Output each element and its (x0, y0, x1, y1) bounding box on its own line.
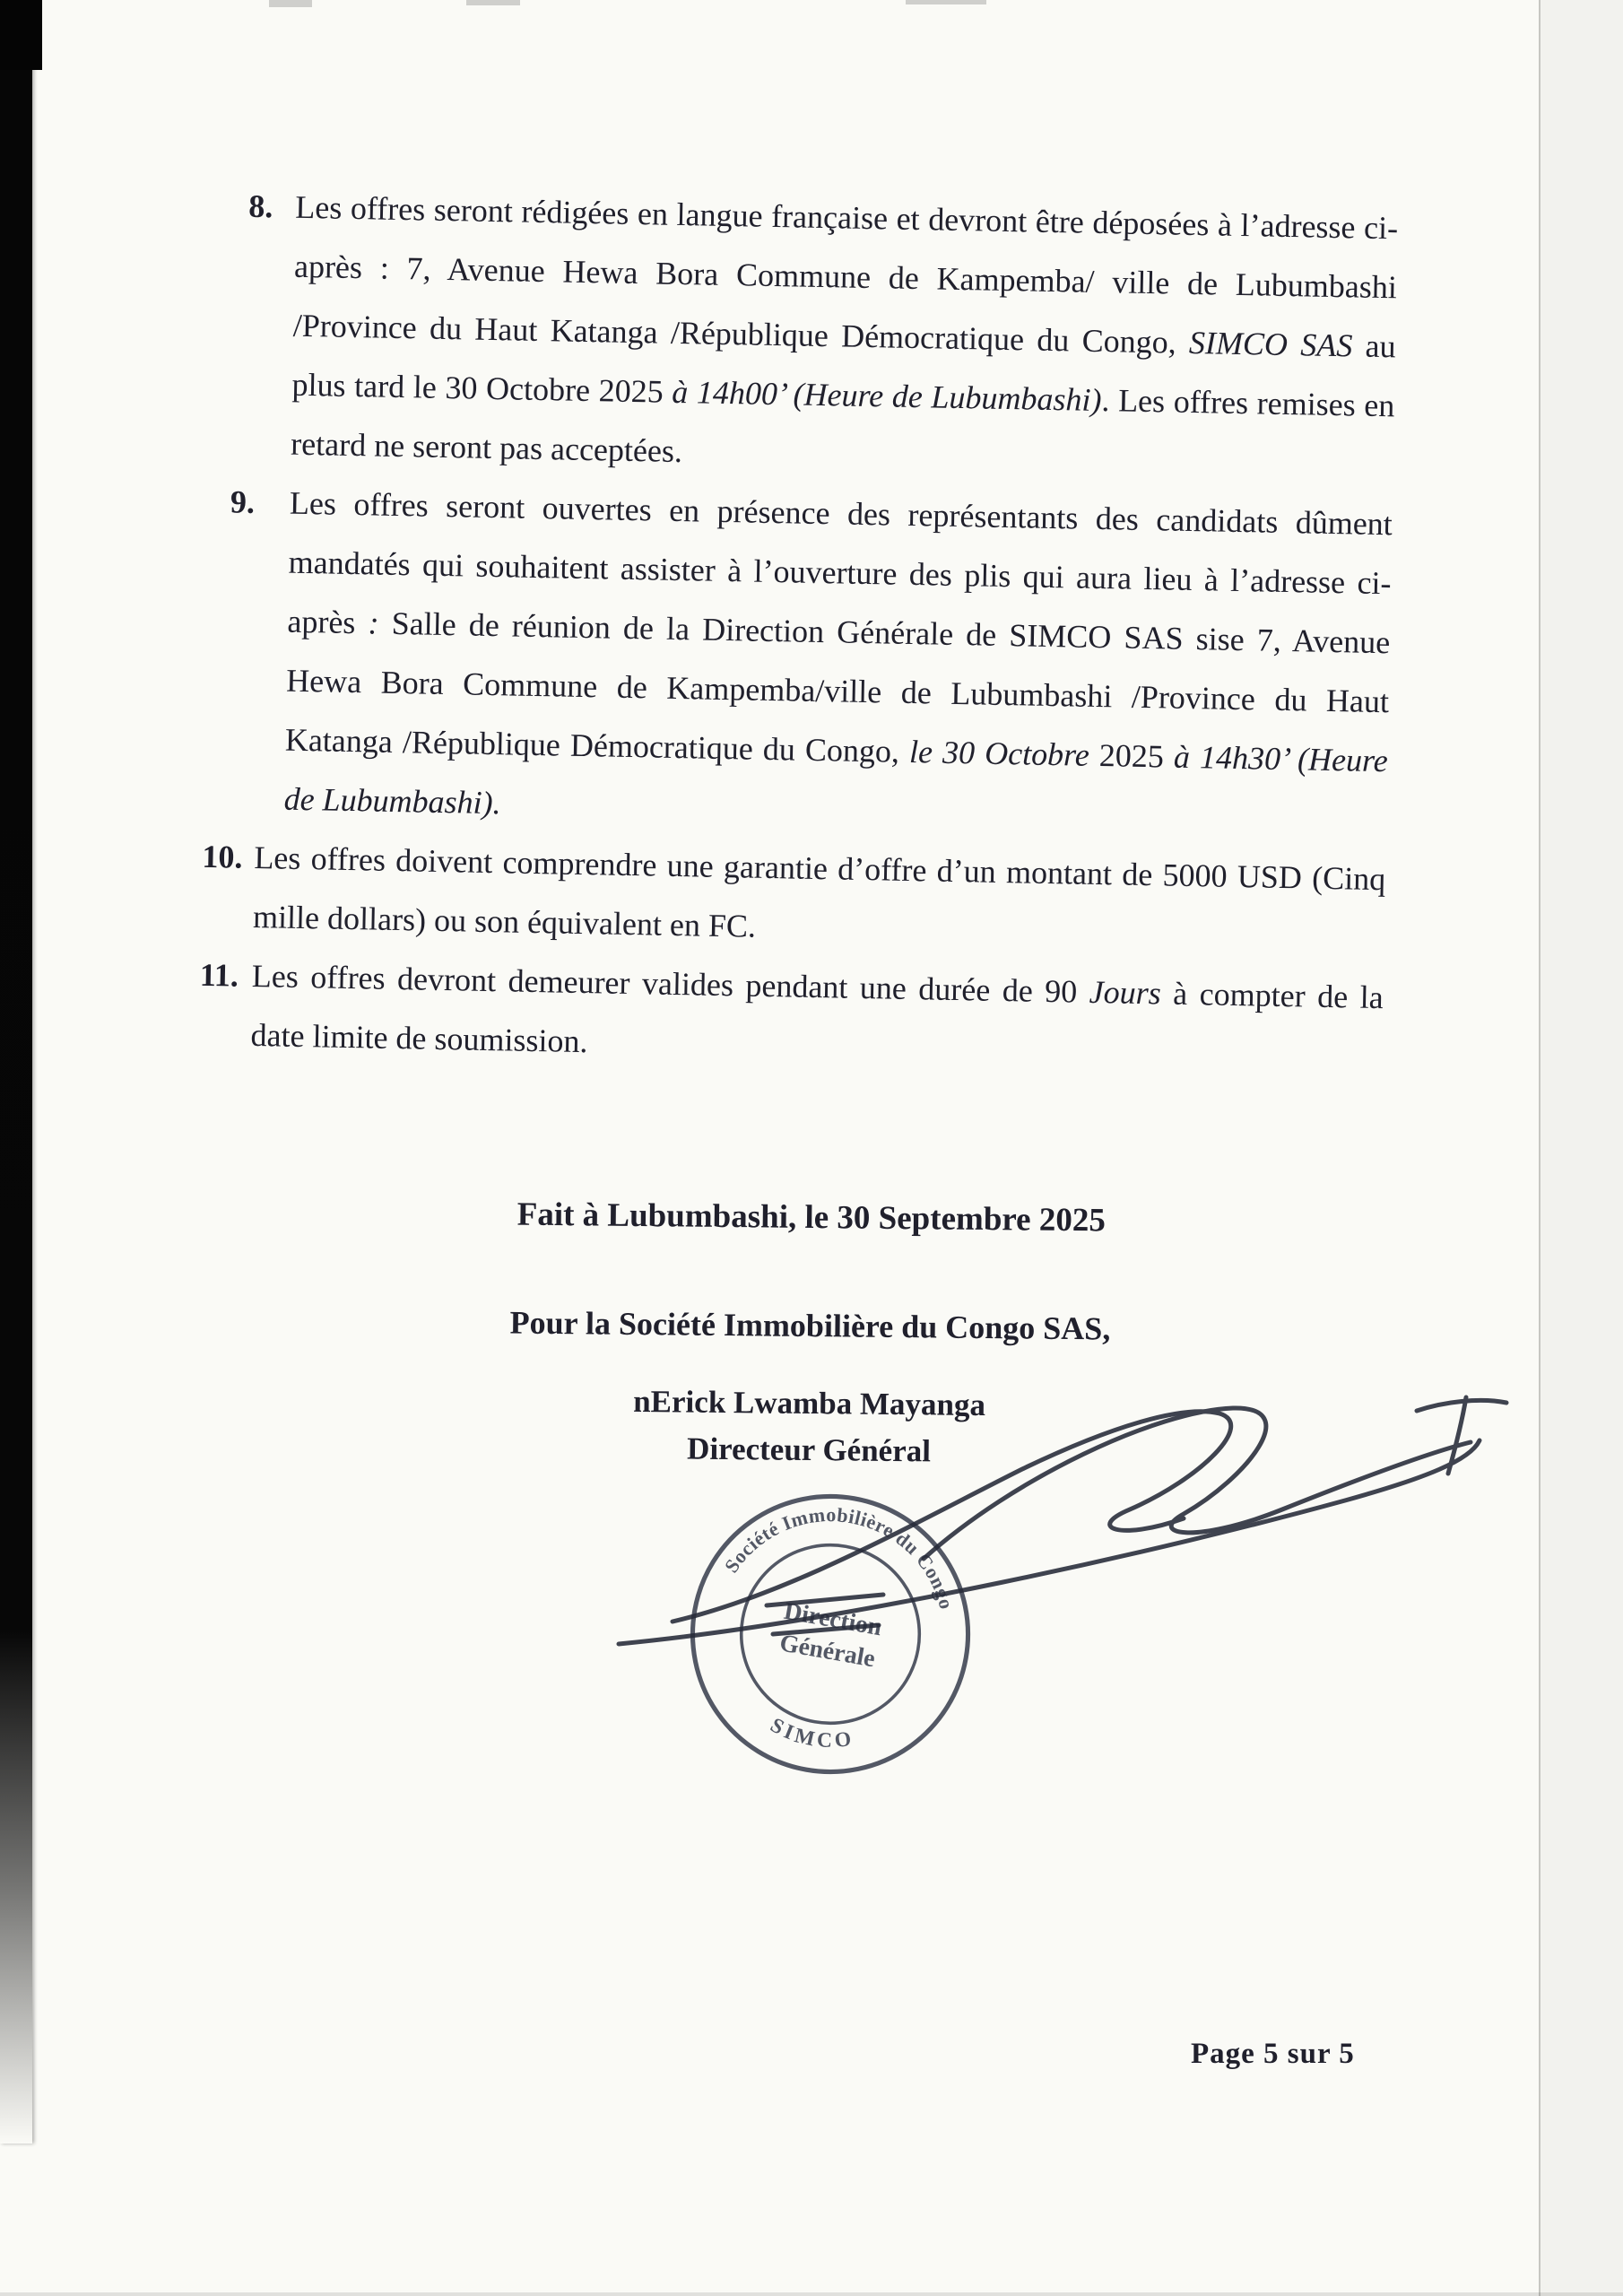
scan-top-mark (466, 0, 520, 5)
signatory-title: Directeur Général (686, 1431, 932, 1469)
page-number: Page 5 sur 5 (1191, 2038, 1355, 2070)
stamp-center-line1: Direction (782, 1596, 884, 1641)
scan-top-mark (906, 0, 986, 4)
scan-edge-artifact-left-top (0, 0, 42, 70)
list-item-11 (198, 945, 1384, 1086)
list-item-number: 11. (199, 956, 239, 994)
list-item-10 (201, 827, 1386, 968)
list-item-text: Les offres devront demeurer valides pendant une durée de 90 Jours à compter de la date limite de soumission. (250, 957, 1384, 1060)
scan-edge-artifact-right (1539, 0, 1623, 2296)
list-item-9 (203, 472, 1393, 849)
signatory-name: nErick Lwamba Mayanga (633, 1383, 986, 1423)
scan-edge-artifact-left (0, 0, 32, 2144)
list-item-8 (210, 176, 1399, 494)
signature-strokes (538, 1326, 1524, 1666)
signature (538, 1326, 1524, 1666)
scan-top-mark (269, 0, 312, 7)
list-item-number: 8. (247, 187, 273, 225)
scan-bottom-edge (0, 2292, 1623, 2296)
stamp-arc-bottom-text: SIMCO (766, 1713, 856, 1753)
company-line: Pour la Société Immobilière du Congo SAS, (509, 1304, 1111, 1347)
list-item-text: Les offres seront ouvertes en présence des représentants des candidats dûment mandatés qui souhaitent assister à l’ouverture des plis qui aura lieu à l’adresse ci-après : Salle de réunion de la Direction Générale de SIMCO SAS sise 7, Avenue Hewa Bora Commune de Kampemba/ville de Lubumbashi /Province du Haut Katanga /République Démocratique du Congo, le 30 Octobre 2025 à 14h30’ (Heure de Lubumbashi). (283, 484, 1393, 822)
stamp-center-line2: Générale (777, 1628, 878, 1673)
list-item-number: 10. (202, 838, 243, 875)
numbered-list (198, 176, 1399, 1086)
list-item-number: 9. (230, 483, 256, 520)
list-item-text: Les offres seront rédigées en langue française et devront être déposées à l’adresse ci-après : 7, Avenue Hewa Bora Commune de Kampemba/ ville de Lubumbashi /Province du Haut Katanga /République Démocratique du Congo, SIMCO SAS au plus tard le 30 Octobre 2025 à 14h00’ (Heure de Lubumbashi). Les offres remises en retard ne seront pas acceptées. (290, 188, 1399, 470)
date-place-line: Fait à Lubumbashi, le 30 Septembre 2025 (516, 1196, 1107, 1239)
list-item-text: Les offres doivent comprendre une garantie d’offre d’un montant de 5000 USD (Cinq mille dollars) ou son équivalent en FC. (252, 839, 1386, 944)
stamp-arc-top-text: Société Immobilière du Congo (719, 1503, 959, 1612)
